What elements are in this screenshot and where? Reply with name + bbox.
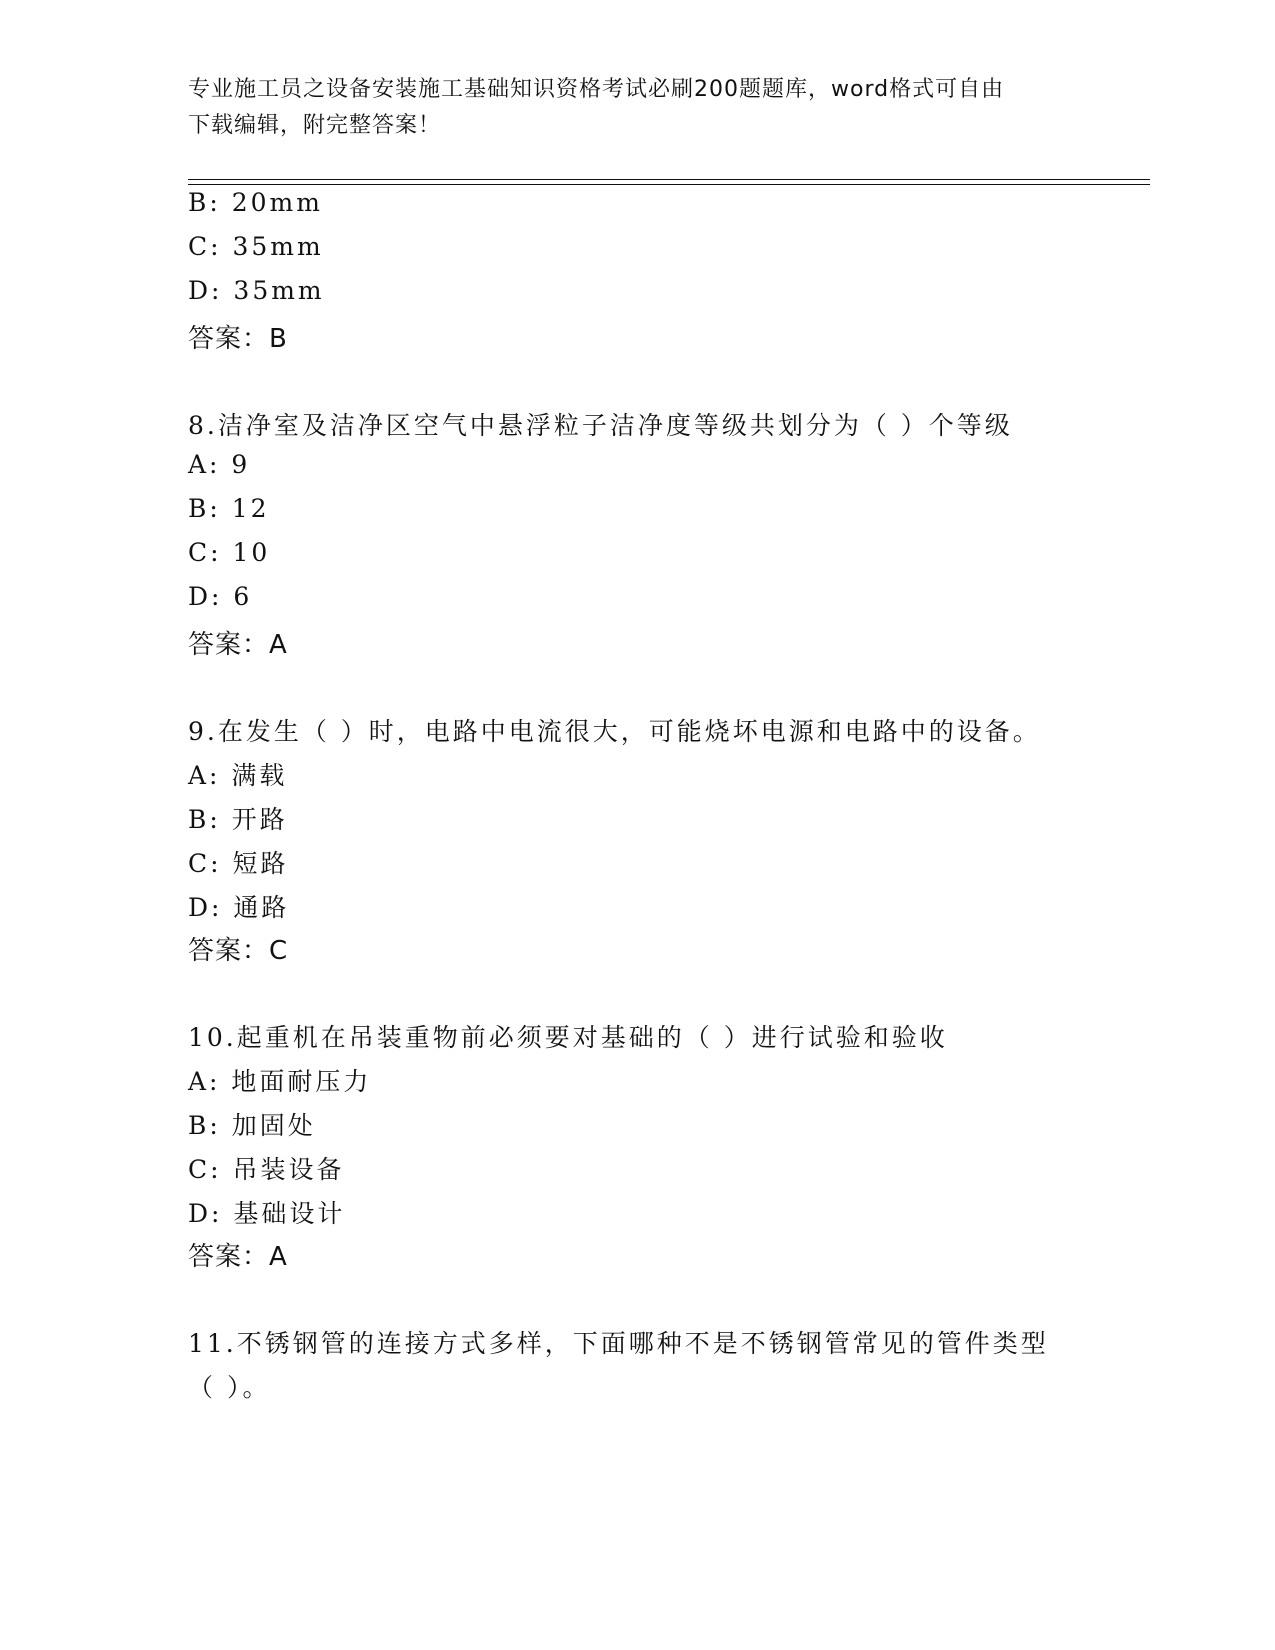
q8-question: 8.洁净室及洁净区空气中悬浮粒子洁净度等级共划分为（ ）个等级 [188, 411, 1013, 440]
q7-option-d: D: 35mm [188, 276, 325, 305]
q10-option-a: A: 地面耐压力 [188, 1067, 372, 1096]
q8-option-a: A: 9 [188, 450, 251, 479]
q8-option-c: C: 10 [188, 538, 271, 567]
q9-option-b: B: 开路 [188, 805, 288, 834]
document-header [188, 72, 1088, 144]
q10-answer: 答案：A [188, 1242, 288, 1272]
q10-question: 10.起重机在吊装重物前必须要对基础的（ ）进行试验和验收 [188, 1023, 948, 1052]
q10-option-d: D: 基础设计 [188, 1199, 346, 1228]
q11-question-line-2: （ ）。 [188, 1373, 271, 1402]
header-divider-bottom [188, 184, 1150, 185]
q8-option-d: D: 6 [188, 582, 253, 611]
q9-option-d: D: 通路 [188, 893, 290, 922]
q8-answer: 答案：A [188, 630, 288, 660]
q7-option-b: B: 20mm [188, 188, 323, 217]
header-line-2: 下载编辑，附完整答案！ [188, 113, 442, 138]
q11-question-line-1: 11.不锈钢管的连接方式多样，下面哪种不是不锈钢管常见的管件类型 [188, 1329, 1049, 1358]
q7-option-c: C: 35mm [188, 232, 324, 261]
header-line-1: 专业施工员之设备安装施工基础知识资格考试必刷200题题库，word格式可自由 [188, 77, 1005, 102]
q8-option-b: B: 12 [188, 494, 270, 523]
q10-option-b: B: 加固处 [188, 1111, 316, 1140]
q7-answer: 答案：B [188, 324, 288, 354]
q9-option-c: C: 短路 [188, 849, 289, 878]
q9-answer: 答案：C [188, 936, 289, 966]
q9-question: 9.在发生（ ）时，电路中电流很大，可能烧坏电源和电路中的设备。 [188, 717, 1041, 746]
header-divider-top [188, 179, 1150, 180]
q9-option-a: A: 满载 [188, 761, 288, 790]
q10-option-c: C: 吊装设备 [188, 1155, 345, 1184]
